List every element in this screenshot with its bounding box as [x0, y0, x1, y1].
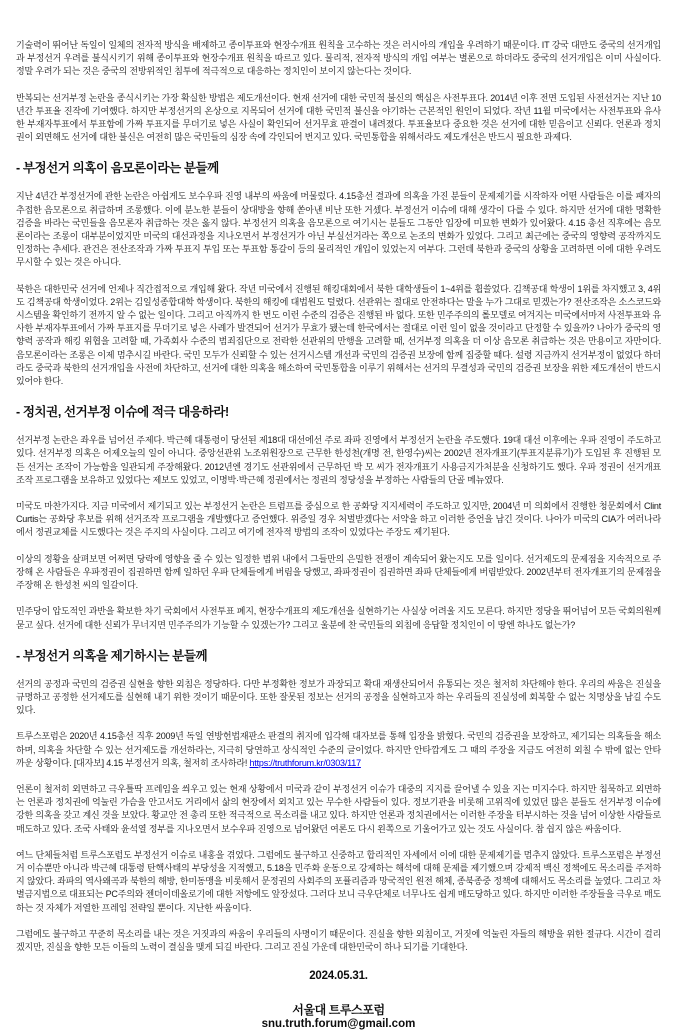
paragraph: 반복되는 선거부정 논란을 종식시키는 가장 확실한 방법은 제도개선이다. 현재 선거에 대한 국민적 불신의 핵심은 사전투표다. 2014년 이후 전면 도입된 사전선거는 지난 10년간 투표율 진작에 기여했다. 하지만 부정선거의 온상으로 지목되어 선거에 대한 국민적 불신을 야기하는 근본적인 원인이 되었다. 작년 11월 미국에서는 사전투표와 유사한 부재자투표에서 투표함에 가짜 투표지를 무더기로 넣은 사실이 확인되어 선거무효 판결이 내려졌다. 투표율보다 중요한 것은 선거에 대한 믿음이고 신뢰다. 언론과 정치권이 외면해도 선거에 대한 불신은 여전히 많은 국민들의 심장 속에 각인되어 번지고 있다. 국민통합을 위해서라도 제도개선은 반드시 필요한 과제다.: [16, 92, 661, 143]
signature-block: [16, 1003, 661, 1031]
signature-org: 서울대 트루스포럼: [292, 1003, 385, 1018]
paragraph: 여느 단체들처럼 트루스포럼도 부정선거 이슈로 내홍을 겪었다. 그럼에도 불구하고 신중하고 합리적인 자세에서 이에 대한 문제제기를 멈추지 않았다. 트루스포럼은 부정선거 이슈뿐만 아니라 박근혜 대통령 탄핵사태의 부당성을 지적했고, 5.18을 민주화 운동으로 강제하는 해석에 대해 문제를 제기했으며 강제적 백신 정책에도 목소리를 주저하지 않았다. 좌파의 역사왜곡과 북한의 해방, 한미동맹을 비롯해서 문정권의 사회주의 포퓰리즘과 망국적인 원전 해체, 종북종중 정책에 대해서도 목소리를 높였다. 그리고 차별금지법으로 대표되는 PC주의와 젠더이데올로기에 대한 저항에도 앞장섰다. 그러다 보니 극우단체로 너무나도 쉽게 매도당하고 있다. 하지만 이러한 주장들을 극우로 매도하는 것 자체가 저열한 프레임 전략일 뿐이다. 지난한 싸움이다.: [16, 849, 661, 913]
section-heading-conspiracy: - 부정선거 의혹이 음모론이라는 분들께: [16, 161, 219, 176]
paragraph: 이상의 정황을 살펴보면 어쩌면 당락에 영향을 줄 수 있는 일정한 범위 내에서 그들만의 은밀한 전쟁이 계속되어 왔는지도 모를 일이다. 선거제도의 문제점을 지속적으로 주장해 온 사람들은 우파정권이 집권하면 함께 일하던 우파 단체들에게 버림을 당했고, 좌파정권이 집권하면 좌파 단체들에게 버림받았다. 2002년부터 전자개표기의 문제점을 주장해 온 한성천 씨의 일갈이다.: [16, 553, 661, 591]
section-heading-politics: - 정치권, 선거부정 이슈에 적극 대응하라!: [16, 405, 229, 420]
document-body: [16, 39, 661, 954]
paragraph: 미국도 마찬가지다. 지금 미국에서 제기되고 있는 부정선거 논란은 트럼프를 중심으로 한 공화당 지지세력이 주도하고 있지만, 2004년 미 의회에서 진행한 청문회에서 Clint Curtis는 공화당 후보를 위해 선거조작 프로그램을 개발했다고 증언했다. 위증일 경우 처벌받겠다는 서약을 하고 이러한 증언을 남긴 것이다. 나아가 미국의 CIA가 여러나라에서 정권교체를 시도했다는 것은 주지의 사실이다. 그리고 여기에 전자적 방법의 조작이 있었다는 주장도 제기된다.: [16, 501, 661, 538]
paragraph: 선거부정 논란은 좌우를 넘어선 주제다. 박근혜 대통령이 당선된 제18대 대선에선 주로 좌파 진영에서 부정선거 논란을 주도했다. 19대 대선 이후에는 우파 진영이 주도하고 있다. 선거부정 의혹은 어제오늘의 일이 아니다. 중앙선관위 노조위원장으로 근무한 한성천(개명 전, 한영수)씨는 2002년 전자개표기(투표지분류기)가 도입된 후 진행된 모든 선거는 조작이 가능함을 일관되게 주장해왔다. 2012년엔 경기도 선관위에서 근무하던 박 모 씨가 전자개표기 사용금지가처분을 신청하기도 했다. 우파 정권이 선거개표 조작 프로그램을 보유하고 있었다는 제보도 있었고, 이명박·박근혜 정권에서는 정권의 정당성을 부정하는 사람들의 단골 메뉴였다.: [16, 435, 661, 485]
paragraph: 언론이 철저히 외면하고 극우틀딱 프레임을 씌우고 있는 현재 상황에서 미국과 같이 부정선거 이슈가 대중의 지지를 끌어낼 수 있을 지는 미지수다. 하지만 침묵하고 외면하는 언론과 정치권에 억눌린 가슴을 안고서도 거리에서 삶의 현장에서 외치고 있는 무수한 사람들이 있다. 정보기관을 비롯해 고위직에 있었던 많은 분들도 선거부정 이슈에 강한 의혹을 갖고 계신 것을 보았다. 황교안 전 총리 또한 적극적으로 목소리를 내고 있다. 하지만 언론과 정치권에서는 이러한 주장을 터부시하는 것을 넘어 이상한 사람들로 매도하고 있다. 조국 사태와 윤석열 정부를 지나오면서 보수우파 진영으로 넘어왔던 여론도 다시 왼쪽으로 기울어가고 있는 것도 사실이다. 참 쉽지 않은 싸움이다.: [16, 783, 661, 834]
statement-date: 2024.05.31.: [309, 970, 368, 983]
paragraph: 그럼에도 불구하고 꾸준히 목소리를 내는 것은 거짓과의 싸움이 우리들의 사명이기 때문이다. 진실을 향한 외침이고, 거짓에 억눌린 자들의 해방을 위한 절규다. 시간이 걸리겠지만, 진실을 향한 모든 이들의 노력이 결실을 맺게 되길 바란다. 그리고 진실 가운데 대한민국이 하나 되기를 기대한다.: [16, 928, 661, 952]
signature-email: snu.truth.forum@gmail.com: [261, 1018, 416, 1031]
paragraph: 지난 4년간 부정선거에 관한 논란은 아쉽게도 보수우파 진영 내부의 싸움에 머물렀다. 4.15총선 결과에 의혹을 가진 분들이 문제제기를 시작하자 어떤 사람들은 이를 패자의 추접한 음모론으로 취급하며 조롱했다. 이에 분노한 분들이 상대방을 향해 쏟아낸 비난 또한 거셌다. 부정선거 이슈에 대해 생각이 다를 수 있다. 하지만 선거에 대한 명확한 검증을 바라는 국민들을 음모론자 취급하는 것은 옳지 않다. 부정선거 의혹을 음모론으로 여기시는 분들도 그동안 입장에 미묘한 변화가 있어왔다. 4.15 총선 직후에는 음모론이라는 조롱이 대부분이었지만 미국의 대선과정을 지나오면서 부정선거가 아닌 부실선거라는 쪽으로 논조의 변화가 있었다. 그리고 최근에는 중국의 영향력 공작까지도 인정하는 추세다. 관건은 전산조작과 가짜 투표지 투입 또는 투표함 통갈이 등의 물리적인 개입이 있었는지 여부다. 그런데 북한과 중국의 상황을 고려하면 이에 대한 우려도 무시할 수 있는 것은 아니다.: [16, 191, 661, 268]
paragraph: 민주당이 압도적인 과반을 확보한 차기 국회에서 사전투표 폐지, 현장수개표의 제도개선을 실현하기는 사실상 어려울 지도 모른다. 하지만 정당을 뛰어넘어 모든 국회의원께 묻고 싶다. 선거에 대한 신뢰가 무너지면 민주주의가 기능할 수 있겠는가? 그리고 울분에 찬 국민들의 외침에 응답할 정치인이 이 땅엔 하나도 없는가?: [16, 606, 661, 630]
paragraph-text: 트루스포럼은 2020년 4.15총선 직후 2009년 독일 연방헌법재판소 판결의 취지에 입각해 대자보를 통해 입장을 밝혔다. 국민의 검증권을 보장하고, 제기되는 의혹들을 해소하며, 의혹을 차단할 수 있는 선거제도를 개선하라는, 지극히 당연하고 상식적인 수준의 글이었다. 하지만 안타깝게도 그 때의 주장을 지금도 여전히 외칠 수 밖에 없는 안타까운 상황이다. [대자보] 4.15 부정선거 의혹, 철저히 조사하라!: [16, 731, 661, 768]
section-heading-doubters: - 부정선거 의혹을 제기하시는 분들께: [16, 648, 208, 663]
paragraph: 북한은 대한민국 선거에 언제나 직간접적으로 개입해 왔다. 작년 미국에서 진행된 해킹대회에서 북한 대학생들이 1~4위를 휩쓸었다. 김책공대 학생이 1위를 차지했고 3, 4위도 김책공대 학생이었다. 2위는 김일성종합대학 학생이다. 북한의 해킹에 대법원도 털렸다. 선관위는 절대로 안전하다는 말을 누가 그대로 믿겠는가? 전산조작은 소스코드와 시스템을 확인하기 전까지 알 수 없는 일이다. 그리고 아직까지 한 번도 이런 수준의 검증은 진행된 바 없다. 또한 민주주의의 롤모델로 여겨지는 미국에서마저 사전투표와 유사한 부재자투표에서 가짜 투표지를 무더기로 넣은 사례가 발견되어 선거가 무효가 됐는데 한국에서는 절대로 이런 일이 없을 것이라고 단정할 수 있을까? 나아가 중국의 영향력 공작과 해킹 위협을 고려할 때, 가족회사 수준의 범죄집단으로 전락한 선관위의 만행을 고려할 때, 선거부정 의혹을 더 이상 음모론 취급하는 것은 만용이고 자만이다. 음모론이라는 조롱은 이제 멈추시길 바란다. 국민 모두가 신뢰할 수 있는 선거시스템 개선과 국민의 검증권 보장에 함께 집중할 때다. 설령 지금까지 선거부정이 없었다 하더라도 중국과 북한의 선거개입을 사전에 차단하고, 선거에 대한 의혹을 해소하여 국민통합을 이루기 위해서는 선거의 무결성과 국민의 검증권 보장을 위한 제도개선이 반드시 있어야 한다.: [16, 283, 661, 387]
truthforum-link[interactable]: https://truthforum.kr/0303/117: [249, 757, 361, 768]
paragraph: 기술력이 뛰어난 독일이 일체의 전자적 방식을 배제하고 종이투표와 현장수개표 원칙을 고수하는 것은 러시아의 개입을 우려하기 때문이다. IT 강국 대만도 중국의 선거개입과 부정선거 우려를 불식시키기 위해 종이투표와 현장수개표 원칙을 따르고 있다. 물리적, 전자적 방식의 개입 여부는 별론으로 하더라도 중국의 선거개입은 이미 사실이다. 정말 우려가 되는 것은 중국의 전방위적인 침투에 적극적으로 대응하는 정치인이 보이지 않는다는 것이다.: [16, 40, 661, 77]
paragraph: 선거의 공정과 국민의 검증권 실현을 향한 외침은 정당하다. 다만 부정확한 정보가 과장되고 확대 재생산되어서 유통되는 것은 철저히 차단해야 한다. 우리의 싸움은 진실을 규명하고 공정한 선거제도를 실현해 내기 위한 것이기 때문이다. 또한 잘못된 정보는 선거의 공정을 실현하고자 하는 우리들의 진실성에 회복할 수 없는 치명상을 남길 수도 있다.: [16, 678, 661, 716]
paragraph-with-link: [16, 730, 661, 770]
